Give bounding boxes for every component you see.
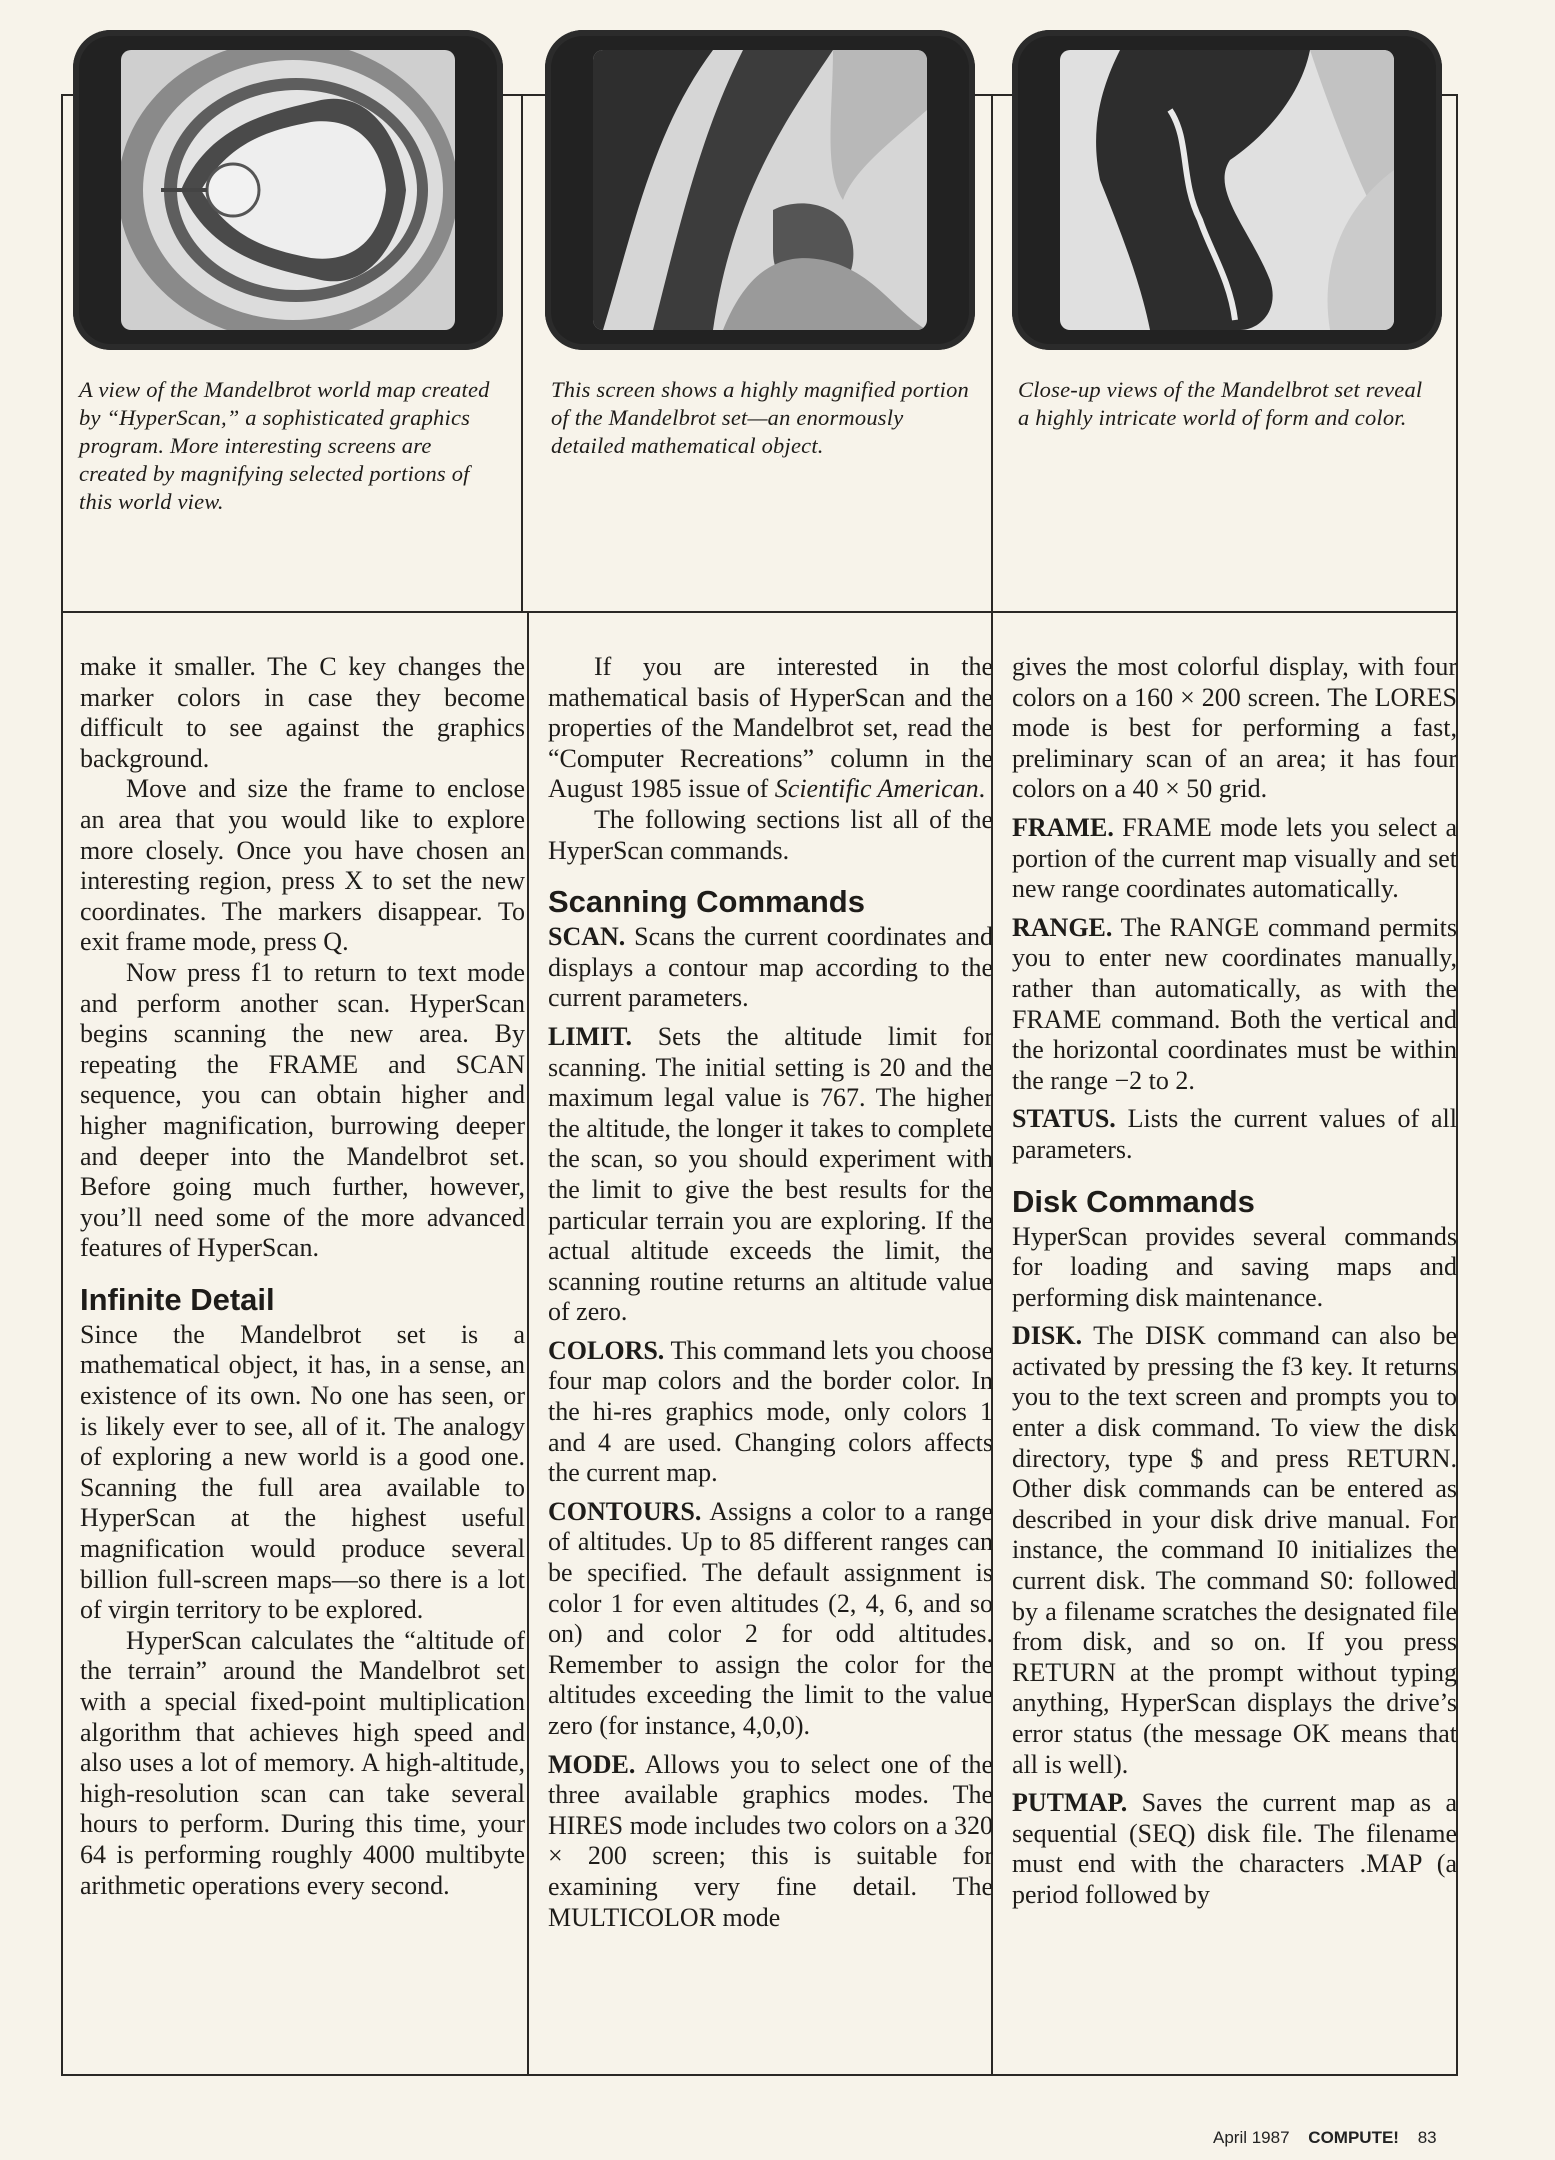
monitor-screen (73, 30, 503, 350)
paragraph: Now press f1 to return to text mode and perform another scan. HyperScan begins scanning the new area. By repeating the FRAME and SCAN sequence, you can obtain higher and higher magnification, burrowing deeper and deeper into the Mandelbrot set. Before going much further, however, you’ll need some of the more advanced features of HyperScan. (80, 957, 525, 1263)
column-2 (548, 652, 993, 1933)
figure-caption: Close-up views of the Mandelbrot set reveal a highly intricate world of form and color. (1018, 377, 1423, 430)
command-description: The RANGE command permits you to enter new coordinates manually, rather than automatically, as with the FRAME command. Both the vertical and the horizontal coordinates must be within the range −2 to 2. (1012, 912, 1457, 1095)
monitor-screen (1012, 30, 1442, 350)
column-divider (527, 613, 529, 2076)
section-heading: Scanning Commands (548, 884, 865, 920)
command-entry (548, 1750, 993, 1934)
command-description: Allows you to select one of the three available graphics modes. The HIRES mode includes two colors on a 320 × 200 screen; this is suitable for examining very fine detail. The MULTICOLOR mode (548, 1749, 993, 1932)
paragraph: make it smaller. The C key changes the marker colors in case they become difficult to see against the graphics background. (80, 652, 525, 773)
issue-date: April 1987 (1213, 2128, 1290, 2147)
command-entry (1012, 1788, 1457, 1910)
monitor-screen (545, 30, 975, 350)
command-description: Saves the current map as a sequential (SEQ) disk file. The filename must end with the characters .MAP (a period followed by (1012, 1788, 1457, 1909)
command-entry (548, 1497, 993, 1742)
command-term: PUTMAP. (1012, 1788, 1128, 1818)
paragraph: The following sections list all of the HyperScan commands. (548, 804, 993, 865)
column-1 (80, 652, 525, 1901)
paragraph (548, 652, 993, 805)
command-term: COLORS. (548, 1335, 665, 1365)
figure-caption: A view of the Mandelbrot world map created by “HyperScan,” a sophisticated graphics program. More interesting screens are created by magnifying selected portions of this world view. (79, 377, 490, 514)
command-term: LIMIT. (548, 1021, 633, 1051)
figure-caption: This screen shows a highly magnified portion of the Mandelbrot set—an enormously detailed mathematical object. (551, 377, 969, 458)
command-entry (1012, 913, 1457, 1097)
command-term: SCAN. (548, 922, 626, 952)
command-description: Sets the altitude limit for scanning. The initial setting is 20 and the maximum legal value is 767. The higher the altitude, the longer it takes to complete the scan, so you should experiment with the limit to give the best results for the particular terrain you are exploring. If the actual altitude exceeds the limit, the scanning routine returns an altitude value of zero. (548, 1021, 993, 1327)
command-description: FRAME mode lets you select a portion of the current map visually and set new range coordinates automatically. (1012, 812, 1457, 904)
command-term: RANGE. (1012, 912, 1113, 942)
section-heading: Infinite Detail (80, 1281, 275, 1317)
paragraph: HyperScan provides several commands for loading and saving maps and performing disk maintenance. (1012, 1221, 1457, 1312)
command-entry (1012, 813, 1457, 905)
command-term: CONTOURS. (548, 1496, 702, 1526)
command-description: This command lets you choose four map colors and the border color. In the hi-res graphics mode, only colors 1 and 4 are used. Changing colors affects the current map. (548, 1335, 993, 1488)
magazine-name: COMPUTE! (1308, 2128, 1399, 2147)
column-3 (1012, 652, 1457, 1911)
command-entry (1012, 1321, 1457, 1780)
paragraph: Since the Mandelbrot set is a mathematical object, it has, in a sense, an existence of its own. No one has seen, or is likely ever to see, all of it. The analogy of exploring a new world is a good one. Scanning the full area available to HyperScan at the highest useful magnification would produce several billion full-screen maps—so there is a lot of virgin territory to be explored. (80, 1319, 525, 1625)
mandelbrot-closeup-image (1060, 50, 1394, 330)
page-footer (1213, 2128, 1437, 2148)
text-run: . (978, 774, 986, 804)
command-term: FRAME. (1012, 812, 1114, 842)
section-heading: Disk Commands (1012, 1183, 1255, 1219)
figure-divider (991, 94, 993, 613)
mandelbrot-magnified-image (593, 50, 927, 330)
command-description: Scans the current coordinates and displays a contour map according to the current parameters. (548, 922, 993, 1013)
command-entry (548, 1022, 993, 1328)
command-description: Assigns a color to a range of altitudes. Up to 85 different ranges can be specified. The default assignment is color 1 for even altitudes (2, 4, 6, and so on) and color 2 for odd altitudes. Remember to assign the color for the altitudes exceeding the limit to the value zero (for instance, 4,0,0). (548, 1496, 993, 1740)
command-entry (548, 922, 993, 1014)
command-term: DISK. (1012, 1321, 1083, 1351)
figure-divider (521, 94, 523, 613)
command-entry (1012, 1104, 1457, 1165)
figure-1 (73, 30, 503, 516)
paragraph: Move and size the frame to enclose an area that you would like to explore more closely. Once you have chosen an interesting region, press X to set the new coordinates. The markers disappear. To exit frame mode, press Q. (80, 774, 525, 957)
paragraph: gives the most colorful display, with four colors on a 160 × 200 screen. The LORES mode is best for performing a fast, preliminary scan of an area; it has four colors on a 40 × 50 grid. (1012, 652, 1457, 804)
command-description: Lists the current values of all parameters. (1012, 1104, 1457, 1164)
command-description: The DISK command can also be activated by pressing the f3 key. It returns you to the text screen and prompts you to enter a disk command. To view the disk directory, type $ and press RETURN. Other disk commands can be entered as described in your disk drive manual. For instance, the command I0 initializes the current disk. The command S0: followed by a filename scratches the designated file from disk, and so on. If you press RETURN at the prompt without typing anything, HyperScan displays the drive’s error status (the message OK means that all is well). (1012, 1321, 1457, 1779)
command-entry (548, 1336, 993, 1489)
command-term: MODE. (548, 1749, 636, 1779)
publication-title: Scientific American (774, 774, 979, 804)
figure-2 (545, 30, 975, 460)
mandelbrot-world-map-image (121, 50, 455, 330)
figure-3 (1012, 30, 1442, 432)
command-term: STATUS. (1012, 1104, 1116, 1134)
page-number: 83 (1417, 2128, 1437, 2147)
paragraph: HyperScan calculates the “altitude of the terrain” around the Mandelbrot set with a special fixed-point multiplication algorithm that achieves high speed and also uses a lot of memory. A high-altitude, high-resolution scan can take several hours to perform. During this time, your 64 is performing roughly 4000 multibyte arithmetic operations every second. (80, 1625, 525, 1900)
text-run: If you are interested in the mathematical basis of HyperScan and the properties of the Mandelbrot set, read the “Computer Recreations” column in the August 1985 issue of (548, 652, 993, 804)
